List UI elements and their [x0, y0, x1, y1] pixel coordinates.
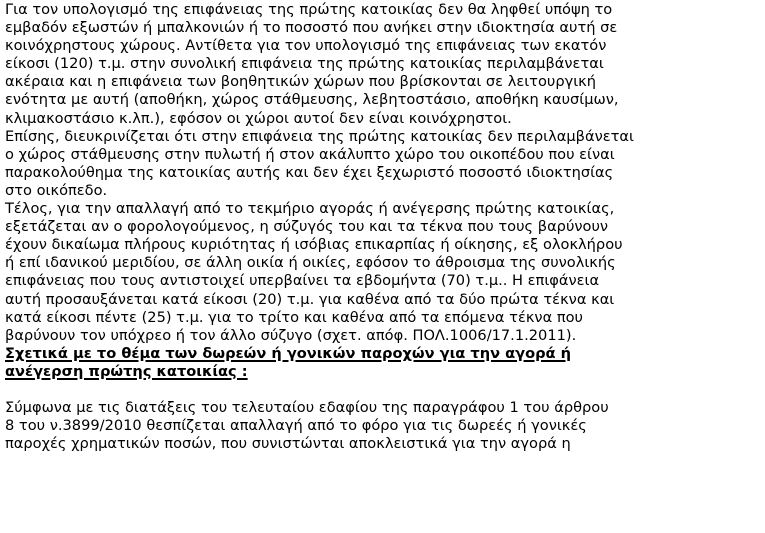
- paragraph-first-residence-area: [5, 1, 755, 128]
- text-line: ενότητα με αυτή (αποθήκη, χώρος στάθμευσης, λεβητοστάσιο, αποθήκη καυσίμων,: [5, 91, 619, 109]
- text-line: Τέλος, για την απαλλαγή από το τεκμήριο αγοράς ή ανέγερσης πρώτης κατοικίας,: [5, 200, 615, 218]
- text-line: ή επί ιδανικού μεριδίου, σε άλλη οικία ή οικίες, εφόσον το άθροισμα της συνολικής: [5, 254, 616, 272]
- paragraph-donations: [5, 399, 755, 453]
- text-line: κοινόχρηστους χώρους. Αντίθετα για τον υπολογισμό της επιφάνειας των εκατόν: [5, 37, 607, 55]
- text-line: είκοσι (120) τ.μ. στην συνολική επιφάνεια της πρώτης κατοικίας περιλαμβάνεται: [5, 55, 604, 73]
- text-line: Σύμφωνα με τις διατάξεις του τελευταίου εδαφίου της παραγράφου 1 του άρθρου: [5, 399, 609, 417]
- text-line: κλιμακοστάσιο κ.λπ.), εφόσον οι χώροι αυτοί δεν είναι κοινόχρηστοι.: [5, 109, 512, 127]
- text-line: εξετάζεται αν ο φορολογούμενος, η σύζυγός του και τα τέκνα που τους βαρύνουν: [5, 218, 609, 236]
- text-line: ακέραια και η επιφάνεια των βοηθητικών χώρων που βρίσκονται σε λειτουργική: [5, 73, 597, 91]
- text-line: αυτή προσαυξάνεται κατά είκοσι (20) τ.μ. για καθένα από τα δύο πρώτα τέκνα και: [5, 290, 615, 308]
- text-line: εμβαδόν εξωστών ή μπαλκονιών ή το ποσοστό που ανήκει στην ιδιοκτησία αυτή σε: [5, 19, 618, 37]
- heading-line: ανέγερση πρώτης κατοικίας :: [5, 362, 248, 380]
- text-line: έχουν δικαίωμα πλήρους κυριότητας ή ισόβιας επικαρπίας ή οίκησης, εξ ολοκλήρου: [5, 236, 623, 254]
- text-line: 8 του ν.3899/2010 θεσπίζεται απαλλαγή από το φόρο για τις δωρεές ή γονικές: [5, 417, 587, 435]
- text-line: παροχές χρηματικών ποσών, που συνιστώνται αποκλειστικά για την αγορά η: [5, 435, 571, 453]
- paragraph-exemption-conditions: [5, 200, 755, 345]
- paragraph-parking-space: [5, 128, 755, 200]
- blank-line: [5, 381, 755, 399]
- text-line: βαρύνουν τον υπόχρεο ή τον άλλο σύζυγο (σχετ. απόφ. ΠΟΛ.1006/17.1.2011).: [5, 326, 577, 344]
- section-heading: [5, 345, 755, 381]
- text-line: Επίσης, διευκρινίζεται ότι στην επιφάνεια της πρώτης κατοικίας δεν περιλαμβάνεται: [5, 127, 634, 145]
- text-line: στο οικόπεδο.: [5, 181, 108, 199]
- text-line: παρακολούθημα της κατοικίας αυτής και δεν έχει ξεχωριστό ποσοστό ιδιοκτησίας: [5, 163, 614, 181]
- text-line: ο χώρος στάθμευσης στην πυλωτή ή στον ακάλυπτο χώρο του οικοπέδου που είναι: [5, 145, 615, 163]
- text-line: Για τον υπολογισμό της επιφάνειας της πρώτης κατοικίας δεν θα ληφθεί υπόψη το: [5, 1, 613, 18]
- heading-line: Σχετικά με το θέμα των δωρεών ή γονικών παροχών για την αγορά ή: [5, 344, 572, 362]
- text-line: επιφάνειας που τους αντιστοιχεί υπερβαίνει τα εβδομήντα (70) τ.μ.. Η επιφάνεια: [5, 272, 600, 290]
- text-line: κατά είκοσι πέντε (25) τ.μ. για το τρίτο και καθένα από τα επόμενα τέκνα που: [5, 308, 583, 326]
